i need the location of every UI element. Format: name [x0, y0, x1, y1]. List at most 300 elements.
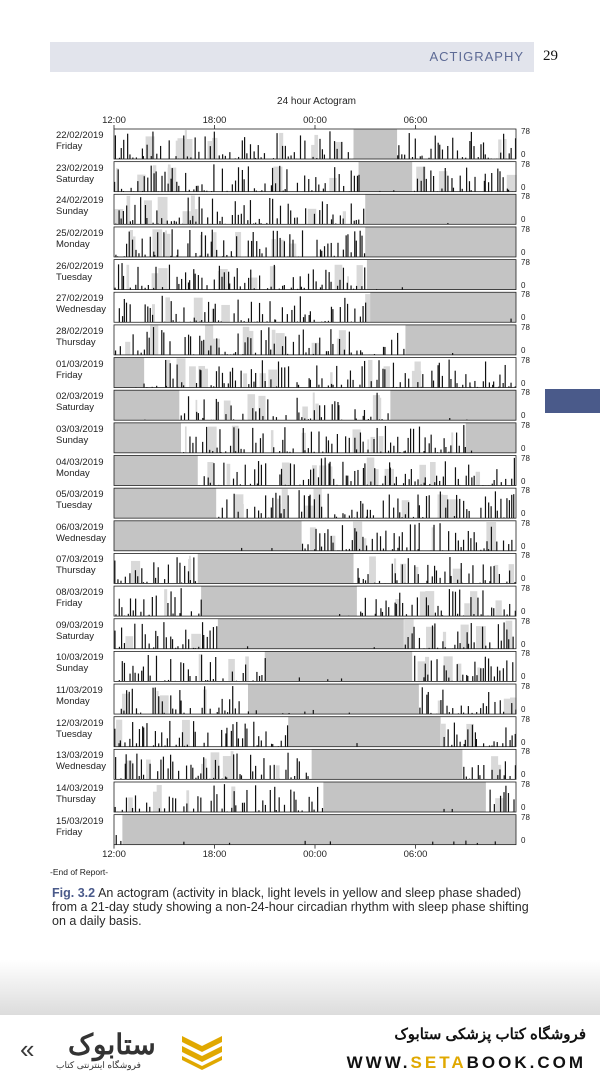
light-level-band [185, 427, 187, 453]
activity-bar [230, 446, 231, 453]
activity-bar [476, 739, 477, 747]
activity-bar [262, 360, 263, 387]
activity-bar [365, 303, 366, 323]
activity-bar [458, 540, 459, 550]
activity-bar [433, 381, 434, 388]
activity-bar [197, 796, 198, 812]
x-tick-label-top: 06:00 [403, 115, 428, 126]
activity-bar [360, 433, 361, 453]
activity-bar [408, 558, 409, 583]
activity-bar [184, 337, 185, 355]
activity-bar [322, 808, 323, 812]
activity-bar [313, 469, 314, 486]
activity-bar [311, 432, 312, 453]
activity-bar [270, 765, 271, 779]
activity-bar [251, 369, 252, 387]
light-level-band [302, 407, 308, 421]
activity-bar [302, 230, 303, 257]
activity-bar [454, 723, 455, 747]
activity-bar [156, 154, 157, 159]
activity-bar [171, 301, 172, 322]
activity-bar [314, 499, 315, 518]
activity-bar [260, 438, 261, 453]
activity-bar [363, 442, 364, 453]
activity-bar [305, 841, 306, 845]
day-date-label: 02/03/2019 Saturday [56, 391, 104, 414]
activity-bar [362, 366, 363, 387]
activity-bar [337, 286, 338, 290]
activity-bar [354, 309, 355, 323]
activity-bar [248, 166, 249, 191]
activity-bar [156, 656, 157, 682]
activity-bar [343, 186, 344, 192]
activity-bar [245, 724, 246, 747]
activity-bar [468, 644, 469, 649]
activity-bar [421, 156, 422, 159]
activity-bar [256, 710, 257, 714]
light-level-band [272, 330, 276, 355]
activity-bar [241, 371, 242, 388]
activity-bar [436, 570, 437, 583]
activity-bar [139, 729, 140, 747]
activity-bar [452, 591, 453, 616]
activity-bar [271, 744, 272, 747]
sleep-phase [114, 390, 179, 420]
activity-bar [299, 677, 300, 681]
activity-bar [261, 675, 262, 681]
activity-bar [234, 791, 235, 812]
activity-bar [121, 628, 122, 649]
activity-bar [495, 841, 496, 844]
activity-bar [455, 467, 456, 485]
activity-bar [258, 736, 259, 747]
activity-bar [168, 184, 169, 192]
activity-bar [200, 370, 201, 387]
activity-bar [282, 286, 283, 290]
activity-bar [195, 676, 196, 681]
activity-bar [297, 758, 298, 779]
activity-bar [196, 186, 197, 192]
activity-bar [448, 729, 449, 746]
activity-bar [294, 792, 295, 812]
activity-bar [499, 171, 500, 191]
activity-bar [483, 668, 484, 681]
activity-bar [167, 603, 168, 616]
light-level-band [276, 333, 285, 355]
activity-bar [347, 234, 348, 257]
activity-bar [279, 474, 280, 485]
activity-bar [497, 169, 498, 192]
light-level-band [126, 761, 132, 780]
activity-bar [294, 306, 295, 323]
activity-bar [162, 296, 163, 322]
activity-bar [170, 755, 171, 780]
activity-bar [462, 189, 463, 192]
activity-bar [343, 219, 344, 225]
activity-bar [383, 347, 384, 355]
activity-bar [132, 722, 133, 747]
activity-bar [488, 502, 489, 518]
light-level-band [183, 211, 191, 224]
activity-bar [463, 425, 464, 453]
activity-bar [120, 740, 121, 746]
activity-bar [459, 590, 460, 617]
activity-bar [300, 135, 301, 159]
activity-bar [309, 315, 310, 322]
activity-bar [193, 557, 194, 583]
activity-bar [221, 809, 222, 812]
activity-bar [330, 329, 331, 355]
y-scale-min: 0 [521, 574, 526, 584]
book-stack-icon [178, 1030, 226, 1070]
activity-bar [332, 309, 333, 322]
activity-bar [442, 376, 443, 388]
activity-bar [142, 726, 143, 746]
activity-bar [239, 701, 240, 714]
activity-bar [356, 449, 357, 452]
activity-bar [328, 440, 329, 453]
activity-bar [216, 250, 217, 257]
activity-bar [146, 332, 147, 355]
activity-bar [413, 429, 414, 453]
activity-bar [342, 513, 343, 518]
activity-bar [275, 183, 276, 191]
activity-bar [188, 335, 189, 355]
activity-bar [202, 708, 203, 714]
activity-bar [437, 606, 438, 616]
activity-bar [143, 384, 144, 388]
activity-bar [203, 635, 204, 649]
activity-bar [121, 219, 122, 225]
sleep-phase [114, 456, 198, 486]
activity-bar [270, 350, 271, 355]
activity-bar [419, 638, 420, 649]
activity-bar [474, 642, 475, 648]
activity-bar [494, 676, 495, 681]
activity-bar [332, 344, 333, 355]
activity-bar [339, 174, 340, 192]
activity-bar [370, 417, 371, 420]
activity-bar [212, 230, 213, 257]
activity-bar [371, 381, 372, 387]
activity-bar [293, 342, 294, 355]
activity-bar [222, 678, 223, 681]
activity-bar [440, 450, 441, 453]
store-url[interactable] [347, 1053, 586, 1073]
activity-bar [169, 341, 170, 355]
activity-bar [240, 449, 241, 453]
activity-bar [157, 232, 158, 257]
activity-bar [361, 236, 362, 257]
activity-bar [458, 479, 459, 486]
activity-bar [474, 177, 475, 192]
activity-bar [329, 462, 330, 486]
activity-bar [445, 508, 446, 518]
activity-bar [352, 540, 353, 551]
activity-bar [465, 447, 466, 453]
activity-bar [497, 775, 498, 779]
y-scale-max: 78 [521, 224, 530, 234]
activity-bar [308, 348, 309, 355]
activity-bar [275, 493, 276, 518]
activity-bar [262, 416, 263, 420]
activity-bar [235, 201, 236, 224]
activity-bar [295, 800, 296, 812]
activity-bar [254, 507, 255, 518]
activity-bar [411, 469, 412, 485]
activity-bar [477, 598, 478, 616]
y-scale-max: 78 [521, 290, 530, 300]
activity-bar [388, 607, 389, 616]
activity-bar [274, 787, 275, 812]
light-level-band [495, 798, 503, 812]
sleep-phase [218, 619, 404, 649]
activity-bar [356, 220, 357, 224]
sleep-phase [365, 194, 516, 224]
activity-bar [248, 278, 249, 290]
activity-bar [394, 533, 395, 551]
activity-bar [207, 254, 208, 257]
activity-bar [431, 371, 432, 388]
activity-bar [465, 841, 466, 845]
activity-bar [169, 265, 170, 290]
activity-bar [356, 532, 357, 551]
running-head-section: ACTIGRAPHY [429, 49, 524, 64]
activity-bar [325, 458, 326, 486]
light-level-band [441, 724, 446, 747]
activity-bar [321, 547, 322, 551]
activity-bar [214, 132, 215, 159]
activity-bar [321, 251, 322, 257]
activity-bar [341, 142, 342, 159]
activity-bar [259, 676, 260, 681]
light-level-band [131, 236, 135, 256]
activity-bar [207, 733, 208, 747]
activity-bar [234, 313, 235, 322]
activity-bar [160, 760, 161, 780]
day-date-label: 07/03/2019 Thursday [56, 554, 104, 577]
activity-bar [428, 692, 429, 714]
activity-bar [483, 142, 484, 159]
activity-bar [216, 338, 217, 355]
activity-bar [511, 540, 512, 551]
activity-bar [510, 383, 511, 388]
activity-bar [329, 131, 330, 159]
activity-bar [241, 548, 242, 551]
activity-bar [277, 231, 278, 257]
activity-bar [340, 307, 341, 322]
activity-bar [301, 417, 302, 420]
activity-bar [269, 198, 270, 224]
activity-bar [123, 276, 124, 290]
activity-bar [491, 770, 492, 780]
activity-bar [170, 637, 171, 649]
activity-bar [148, 285, 149, 290]
activity-bar [439, 481, 440, 486]
activity-bar [303, 317, 304, 322]
activity-bar [126, 754, 127, 779]
activity-bar [344, 350, 345, 355]
activity-bar [497, 742, 498, 747]
activity-bar [244, 137, 245, 159]
activity-bar [345, 436, 346, 453]
activity-bar [233, 427, 234, 453]
activity-bar [441, 611, 442, 617]
day-date-label: 06/03/2019 Wednesday [56, 521, 106, 544]
activity-bar [470, 538, 471, 551]
activity-bar [201, 341, 202, 355]
activity-bar [457, 632, 458, 649]
activity-bar [130, 598, 131, 616]
activity-bar [162, 701, 163, 714]
activity-bar [131, 188, 132, 192]
activity-bar [297, 398, 298, 420]
activity-bar [141, 759, 142, 779]
activity-bar [494, 804, 495, 812]
activity-bar [287, 753, 288, 780]
activity-bar [365, 580, 366, 583]
activity-bar [466, 168, 467, 192]
activity-bar [417, 597, 418, 616]
sleep-phase [323, 782, 485, 812]
activity-bar [252, 771, 253, 779]
activity-bar [462, 675, 463, 682]
activity-bar [279, 166, 280, 192]
y-scale-max: 78 [521, 747, 530, 757]
activity-bar [415, 139, 416, 159]
activity-bar [129, 573, 130, 583]
activity-bar [175, 709, 176, 714]
activity-bar [401, 154, 402, 159]
activity-bar [402, 603, 403, 616]
activity-bar [222, 373, 223, 388]
activity-bar [491, 506, 492, 518]
activity-bar [432, 625, 433, 648]
activity-bar [279, 797, 280, 812]
light-level-band [476, 626, 486, 649]
activity-bar [219, 221, 220, 224]
activity-bar [449, 360, 450, 388]
activity-bar [140, 197, 141, 224]
activity-bar [269, 301, 270, 322]
activity-bar [356, 286, 357, 290]
activity-bar [482, 590, 483, 616]
activity-bar [256, 672, 257, 681]
activity-bar [307, 776, 308, 779]
activity-bar [218, 366, 219, 387]
activity-bar [169, 797, 170, 812]
activity-bar [328, 351, 329, 355]
day-date-label: 26/02/2019 Tuesday [56, 260, 104, 283]
activity-bar [176, 314, 177, 322]
y-scale-min: 0 [521, 835, 526, 845]
activity-bar [485, 174, 486, 192]
light-level-band [189, 556, 191, 584]
activity-bar [204, 686, 205, 714]
activity-bar [157, 771, 158, 779]
activity-bar [122, 316, 123, 322]
activity-bar [430, 170, 431, 191]
activity-bar [331, 444, 332, 453]
activity-bar [184, 413, 185, 420]
activity-bar [151, 156, 152, 159]
light-level-band [125, 636, 133, 649]
activity-bar [123, 711, 124, 714]
activity-bar [127, 134, 128, 159]
y-scale-min: 0 [521, 182, 526, 192]
activity-bar [456, 383, 457, 387]
activity-bar [183, 842, 184, 845]
activity-bar [435, 613, 436, 616]
activity-bar [284, 241, 285, 257]
activity-bar [228, 383, 229, 387]
activity-bar [450, 445, 451, 452]
activity-bar [265, 247, 266, 257]
activity-bar [405, 474, 406, 486]
y-scale-max: 78 [521, 649, 530, 659]
activity-bar [161, 218, 162, 224]
activity-bar [331, 307, 332, 322]
light-level-band [150, 325, 158, 354]
activity-bar [332, 385, 333, 388]
activity-bar [161, 176, 162, 192]
activity-bar [362, 613, 363, 616]
activity-bar [382, 369, 383, 388]
activity-bar [242, 803, 243, 812]
day-date-label: 22/02/2019 Friday [56, 130, 104, 152]
activity-bar [432, 842, 433, 845]
activity-bar [264, 183, 265, 191]
activity-bar [199, 336, 200, 355]
y-scale-min: 0 [521, 150, 526, 159]
activity-bar [503, 541, 504, 551]
activity-bar [180, 662, 181, 681]
activity-bar [204, 743, 205, 747]
activity-bar [493, 566, 494, 583]
activity-bar [222, 169, 223, 192]
activity-bar [226, 499, 227, 518]
activity-bar [155, 688, 156, 715]
activity-bar [358, 175, 359, 192]
activity-bar [389, 495, 390, 519]
activity-bar [505, 365, 506, 388]
light-level-band [444, 656, 453, 681]
activity-bar [247, 337, 248, 355]
activity-bar [455, 592, 456, 616]
activity-bar [181, 415, 182, 420]
activity-bar [310, 311, 311, 322]
activity-bar [280, 206, 281, 225]
activity-bar [118, 743, 119, 746]
activity-bar [246, 729, 247, 747]
sleep-phase [312, 749, 463, 779]
activity-bar [216, 794, 217, 812]
activity-bar [279, 496, 280, 519]
sleep-phase [248, 684, 419, 714]
light-level-band [504, 139, 507, 159]
activity-bar [188, 396, 189, 420]
activity-bar [334, 514, 335, 518]
activity-bar [439, 145, 440, 159]
activity-bar [321, 417, 322, 420]
activity-bar [403, 349, 404, 355]
activity-bar [252, 428, 253, 453]
activity-bar [350, 285, 351, 289]
activity-bar [316, 365, 317, 387]
activity-bar [433, 176, 434, 192]
activity-bar [317, 787, 318, 812]
store-logo[interactable] [20, 1028, 170, 1072]
